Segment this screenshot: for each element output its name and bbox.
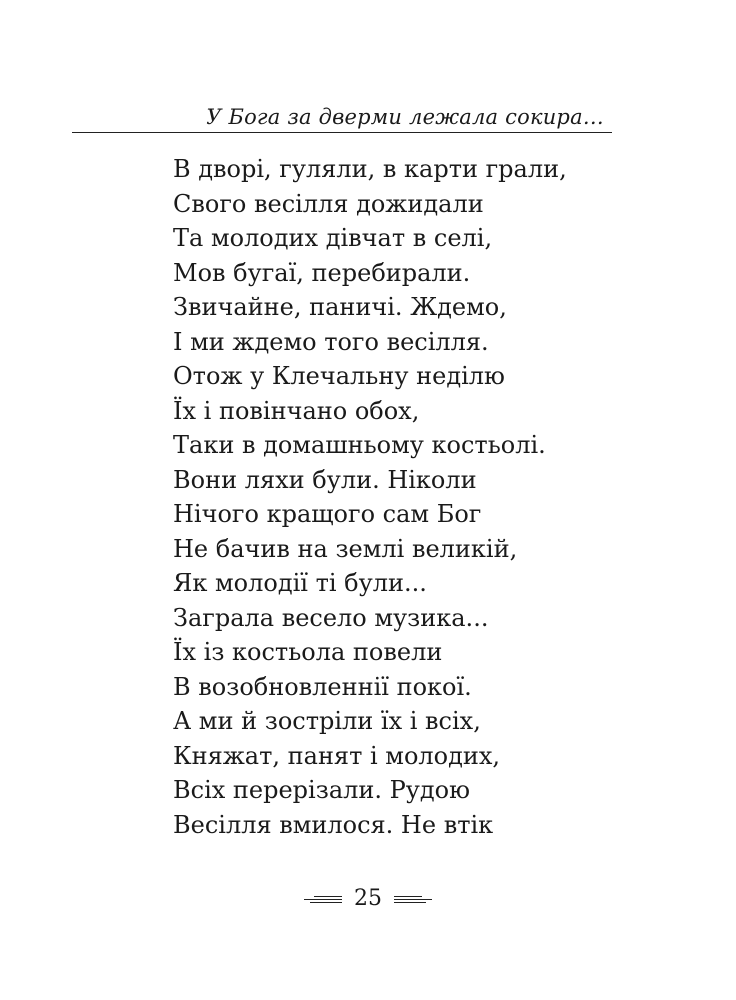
poem-line: Не бачив на землі великій, bbox=[173, 534, 518, 563]
poem-line: Весілля вмилося. Не втік bbox=[173, 810, 494, 839]
poem-line: Мов бугаї, перебирали. bbox=[173, 258, 471, 287]
poem-line: Княжат, панят і молодих, bbox=[173, 741, 501, 770]
page-footer bbox=[0, 884, 736, 914]
page-number: 25 bbox=[354, 886, 382, 911]
poem-line: Свого весілля дожидали bbox=[173, 189, 484, 218]
poem-line: В дворі, гуляли, в карти грали, bbox=[173, 155, 567, 183]
poem-line: Як молодії ті були... bbox=[173, 569, 427, 597]
poem-line: Заграла весело музика... bbox=[173, 603, 489, 632]
poem-line: І ми ждемо того весілля. bbox=[173, 327, 489, 356]
poem-line: Та молодих дівчат в селі, bbox=[173, 224, 493, 252]
poem-line: Їх і повінчано обох, bbox=[173, 396, 420, 425]
poem-line: Їх із костьола повели bbox=[173, 638, 443, 666]
poem-stanza bbox=[173, 152, 567, 842]
poem-line: В возобновленнії покої. bbox=[173, 672, 472, 701]
header-rule bbox=[72, 132, 612, 133]
poem-line: Звичайне, паничі. Ждемо, bbox=[173, 293, 507, 321]
poem-line: Вони ляхи були. Ніколи bbox=[173, 465, 477, 494]
poem-line: А ми й зостріли їх і всіх, bbox=[173, 707, 481, 735]
poem-line: Таки в домашньому костьолі. bbox=[173, 431, 546, 459]
running-title: У Бога за дверми лежала сокира… bbox=[206, 105, 604, 129]
ornament-left bbox=[304, 896, 342, 903]
poem-line: Всіх перерізали. Рудою bbox=[173, 776, 471, 804]
poem-line: Отож у Клечальну неділю bbox=[173, 362, 505, 390]
poem-line: Нічого кращого сам Бог bbox=[173, 500, 482, 528]
ornament-right bbox=[394, 896, 432, 903]
